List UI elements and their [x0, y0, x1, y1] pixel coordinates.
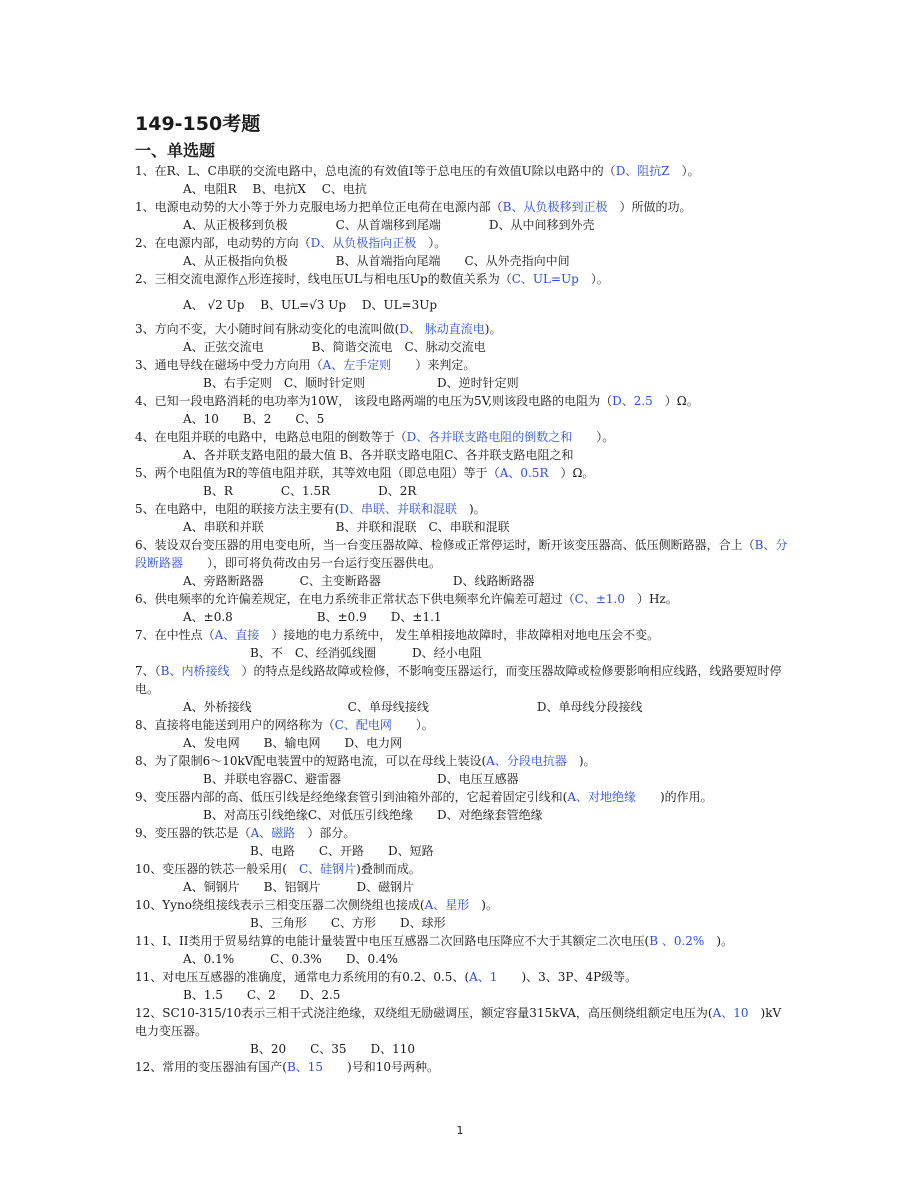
question-stem: 11、对电压互感器的准确度，通常电力系统用的有0.2、0.5、( [135, 970, 470, 984]
answer-options: B、不 C、经消弧线圈 D、经小电阻 [250, 646, 482, 660]
answer-text: A、星形 [424, 898, 470, 912]
answer-text: B、从负极移到正极 [502, 200, 608, 214]
answer-text: D、2.5 [612, 394, 653, 408]
page-number: 1 [456, 1124, 464, 1137]
question-tail: ）接地的电力系统中， 发生单相接地故障时，非故障相对地电压会不变。 [259, 628, 660, 642]
answer-text: D、串联、并联和混联 [339, 502, 457, 516]
answer-text: B、分段断路器 [135, 538, 788, 570]
question-text [135, 464, 790, 482]
question-tail: ）所做的功。 [607, 200, 692, 214]
question-tail: ）。 [578, 272, 609, 286]
question-text [135, 968, 790, 986]
page-title: 149-150考题 [135, 113, 261, 135]
question-tail: ）部分。 [295, 826, 356, 840]
answer-options: B、对高压引线绝缘C、对低压引线绝缘 D、对绝缘套管绝缘 [203, 808, 543, 822]
question-text [135, 824, 790, 842]
question-text [135, 428, 790, 446]
answer-text: C、配电网 [334, 718, 392, 732]
answer-options: A、旁路断路器 C、主变断路器 D、线路断路器 [183, 574, 535, 588]
question-tail: )。 [484, 322, 502, 336]
answer-text: C、±1.0 [574, 592, 625, 606]
question-text [135, 896, 790, 914]
question-tail: )。 [469, 898, 498, 912]
question-stem: 3、方向不变，大小随时间有脉动变化的电流叫做( [135, 322, 400, 336]
question-text [135, 590, 790, 608]
question-text [135, 788, 790, 806]
question-text [135, 392, 790, 410]
question-tail: )。 [456, 502, 486, 516]
section-heading: 一、单选题 [135, 141, 216, 160]
question-text [135, 320, 790, 338]
question-tail: ）Ω。 [548, 466, 595, 480]
answer-text: D、 脉动直流电 [399, 322, 485, 336]
answer-text: C、UL=Up [511, 272, 579, 286]
answer-options: B、右手定则 C、顺时针定则 D、逆时针定则 [203, 376, 519, 390]
question-tail: )叠制而成。 [356, 862, 421, 876]
question-tail: ）Hz。 [624, 592, 678, 606]
answer-options: A、 √2 Up B、UL=√3 Up D、UL=3Up [183, 298, 438, 312]
answer-text: A、磁路 [250, 826, 296, 840]
question-tail: )。 [704, 934, 733, 948]
question-stem: 7、在中性点（ [135, 628, 215, 642]
question-stem: 10、变压器的铁芯一般采用( [135, 862, 287, 876]
question-list [135, 162, 790, 1076]
question-stem: 6、供电频率的允许偏差规定，在电力系统非正常状态下供电频率允许偏差可超过（ [135, 592, 575, 606]
answer-options: A、铜钢片 B、铝钢片 D、磁钢片 [183, 880, 415, 894]
question-tail: ）。 [572, 430, 615, 444]
answer-text: A、0.5R [499, 466, 549, 480]
answer-text: D、阻抗Z [615, 164, 682, 178]
question-text [135, 1058, 790, 1076]
answer-options: A、从正极移到负极 C、从首端移到尾端 D、从中间移到外壳 [183, 218, 595, 232]
question-text [135, 932, 790, 950]
question-text [135, 500, 790, 518]
question-text [135, 752, 790, 770]
answer-options: A、从正极指向负极 B、从首端指向尾端 C、从外壳指向中间 [183, 254, 570, 268]
question-stem: 8、直接将电能送到用户的网络称为（ [135, 718, 335, 732]
question-stem: 10、Yyno绕组接线表示三相变压器二次侧绕组也接成( [135, 898, 425, 912]
question-stem: 2、三相交流电源作△形连接时，线电压UL与相电压Up的数值关系为（ [135, 272, 512, 286]
document-content [135, 110, 790, 1076]
question-text [135, 270, 790, 288]
question-text [135, 662, 790, 698]
answer-options: A、±0.8 B、±0.9 D、±1.1 [183, 610, 442, 624]
question-text [135, 162, 790, 180]
question-stem: 9、变压器内部的高、低压引线是经绝缘套管引到油箱外部的，它起着固定引线和( [135, 790, 568, 804]
answer-options: A、外桥接线 C、单母线接线 D、单母线分段接线 [183, 700, 643, 714]
question-stem: 5、两个电阻值为R的等值电阻并联，其等效电阻（即总电阻）等于（ [135, 466, 500, 480]
question-stem: 5、在电路中，电阻的联接方法主要有( [135, 502, 340, 516]
answer-options: B、并联电容器C、避雷器 D、电压互感器 [203, 772, 519, 786]
answer-options: A、0.1% C、0.3% D、0.4% [183, 952, 398, 966]
question-stem: 9、变压器的铁芯是（ [135, 826, 251, 840]
options-text: √2 Up B、UL=√3 Up D、UL=3Up [207, 298, 438, 312]
question-text [135, 198, 790, 216]
question-tail: )、3、3P、4P级等。 [497, 970, 638, 984]
question-stem: 4、在电阻并联的电路中，电路总电阻的倒数等于（ [135, 430, 407, 444]
answer-options: A、正弦交流电 B、简谐交流电 C、脉动交流电 [183, 340, 486, 354]
question-stem: 6、装设双台变压器的用电变电所，当一台变压器故障、检修或正常停运时，断开该变压器高、低压侧断路器，合上（ [135, 538, 755, 552]
answer-text: A、1 [469, 970, 498, 984]
question-stem: 7、（ [135, 664, 161, 678]
question-stem: 2、在电源内部，电动势的方向（ [135, 236, 311, 250]
question-stem: 1、在R、L、C串联的交流电路中，总电流的有效值I等于总电压的有效值U除以电路中的（ [135, 164, 616, 178]
answer-options: B、1.5 C、2 D、2.5 [183, 988, 341, 1002]
answer-options: A、发电网 B、输电网 D、电力网 [183, 736, 403, 750]
answer-text: A、直接 [214, 628, 260, 642]
question-text [135, 356, 790, 374]
answer-text: A、分段电抗器 [486, 754, 567, 768]
answer-text: A、对地绝缘 [567, 790, 636, 804]
question-stem: 11、I、II类用于贸易结算的电能计量装置中电压互感器二次回路电压降应不大于其额定二次电压( [135, 934, 650, 948]
question-text [135, 626, 790, 644]
question-text [135, 860, 790, 878]
answer-options: B、20 C、35 D、110 [250, 1042, 416, 1056]
question-stem: 12、常用的变压器油有国产( [135, 1060, 287, 1074]
answer-text: B、15 [286, 1060, 324, 1074]
answer-options: A、电阻R B、电抗X C、电抗 [183, 182, 367, 196]
question-tail: ）。 [681, 164, 700, 178]
question-stem: 12、SC10-315/10表示三相干式浇注绝缘，双绕组无励磁调压，额定容量315kVA，高压侧绕组额定电压为( [135, 1006, 713, 1020]
question-text [135, 234, 790, 252]
answer-text: D、从负极指向正极 [310, 236, 417, 250]
question-tail: )kV电力变压器。 [135, 1006, 782, 1038]
answer-options: A、各并联支路电阻的最大值 B、各并联支路电阻C、各并联支路电阻之和 [183, 448, 574, 462]
question-tail: )的作用。 [636, 790, 713, 804]
answer-options: B、R C、1.5R D、2R [203, 484, 417, 498]
answer-text: B、内桥接线 [160, 664, 230, 678]
question-tail: ）。 [391, 718, 434, 732]
question-tail: ）Ω。 [652, 394, 699, 408]
question-text [135, 716, 790, 734]
answer-options: A、串联和并联 B、并联和混联 C、串联和混联 [183, 520, 510, 534]
answer-text: A、10 [712, 1006, 749, 1020]
question-tail: ）来判定。 [391, 358, 476, 372]
answer-text: A、左手定则 [322, 358, 392, 372]
question-stem: 4、已知一段电路消耗的电功率为10W， 该段电路两端的电压为5V,则该段电路的电阻为（ [135, 394, 613, 408]
question-stem: 8、为了限制6～10kV配电装置中的短路电流，可以在母线上装设( [135, 754, 487, 768]
answer-text: B 、0.2% [649, 934, 705, 948]
question-tail: ）的特点是线路故障或检修，不影响变压器运行，而变压器故障或检修要影响相应线路，线路要短时停电。 [135, 664, 782, 696]
question-stem: 1、电源电动势的大小等于外力克服电场力把单位正电荷在电源内部（ [135, 200, 503, 214]
question-text [135, 536, 790, 572]
question-text [135, 1004, 790, 1040]
question-tail: ），即可将负荷改由另一台运行变压器供电。 [183, 556, 442, 570]
question-tail: )。 [566, 754, 596, 768]
answer-options: B、三角形 C、方形 D、球形 [250, 916, 446, 930]
question-tail: ）。 [416, 236, 447, 250]
answer-text: D、各并联支路电阻的倒数之和 [406, 430, 573, 444]
answer-text: C、硅钢片 [286, 862, 357, 876]
question-stem: 3、通电导线在磁场中受力方向用（ [135, 358, 323, 372]
answer-options: A、10 B、2 C、5 [183, 412, 325, 426]
answer-options: B、电路 C、开路 D、短路 [250, 844, 434, 858]
question-tail: )号和10号两种。 [323, 1060, 439, 1074]
